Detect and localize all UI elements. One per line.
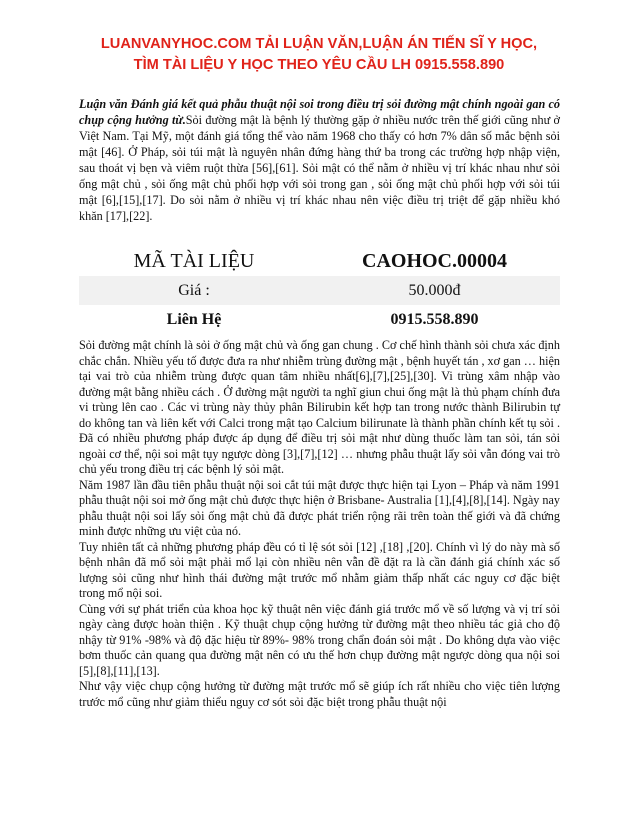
contact-row	[79, 305, 560, 334]
price-row	[79, 276, 560, 305]
paragraph-2: Năm 1987 lần đầu tiên phẫu thuật nội soi cắt túi mật được thực hiện tại Lyon – Pháp và năm 1991 phẫu thuật nội soi mở ống mật chủ được thực hiện ở Brisbane- Australia [1],[4],[8],[14]. Ngày nay phẫu thuật nội soi lấy sỏi ống mật chủ đã được phát triển rộng rãi trên toàn thế giới và đã chứng minh được những ưu việt của nó.	[79, 477, 560, 538]
header-line-2: TÌM TÀI LIỆU Y HỌC THEO YÊU CẦU LH 0915.558.890	[133, 57, 505, 73]
document-info-table	[79, 247, 560, 334]
contact-value: 0915.558.890	[390, 310, 479, 328]
intro-text: Sỏi đường mật là bệnh lý thường gặp ở nhiều nước trên thế giới cũng như ở Việt Nam. Tại Mỹ, một đánh giá tổng thể vào năm 1968 cho thấy có hơn 7% dân số mắc bệnh sỏi mật [46]. Ở Pháp, sỏi túi mật là nguyên nhân đứng hàng thứ ba trong các trường hợp nhập viện, sau thoát vị bẹn và viêm ruột thừa [56],[61]. Sỏi mật có thể nằm ở nhiều vị trí khác nhau như sỏi ống mật chủ , sỏi ống mật chủ phối hợp với sỏi trong gan , sỏi ống mật chủ phối hợp với sỏi túi mật [6],[15],[17]. Do sỏi nằm ở nhiều vị trí khác nhau nên việc điều trị triệt để gặp nhiều khó khăn [17],[22].	[79, 113, 560, 223]
price-value: 50.000đ	[309, 276, 560, 305]
page-header	[0, 34, 638, 76]
paragraph-4: Cùng với sự phát triển của khoa học kỹ thuật nên việc đánh giá trước mổ về số lượng và vị trí sỏi ngày càng được hoàn thiện . Kỹ thuật chụp cộng hưởng từ đường mật theo nhiều tác giả cho độ nhậy từ 91% -98% và độ đặc hiệu từ 89%- 98% trong chẩn đoán sỏi mật . Do không dựa vào việc bơm thuốc cản quang qua đường mật nên có ưu thế hơn chụp đường mật ngược dòng qua nội soi [5],[8],[11],[13].	[79, 601, 560, 678]
paragraph-5: Như vậy việc chụp cộng hưởng từ đường mật trước mổ sẽ giúp ích rất nhiều cho việc tiên lượng trước mổ cũng như giảm thiểu nguy cơ sót sỏi đặc biệt trong phẫu thuật nội	[79, 679, 560, 709]
price-label: Giá :	[79, 276, 309, 305]
contact-label: Liên Hệ	[166, 310, 222, 328]
paragraph-3: Tuy nhiên tất cả những phương pháp đều có tỉ lệ sót sỏi [12] ,[18] ,[20]. Chính vì lý do này mà số bệnh nhân đã mổ sỏi mật phải mổ lại còn nhiều nên vẫn đề đặt ra là cần đánh giá chính xác số lượng sỏi cũng như hình thái đường mật trước mổ nhằm giảm thấp nhất các nguy cơ đặc biệt trong mổ nội soi.	[79, 539, 560, 600]
document-title: Luận văn Đánh giá kết quả phẫu thuật nội soi trong điều trị sỏi đường mật chính ngoài gan có chụp cộng hưởng từ.	[79, 97, 560, 127]
paragraph-1: Sỏi đường mật chính là sỏi ở ống mật chủ và ống gan chung . Cơ chế hình thành sỏi chưa xác định chắc chắn. Nhiều yếu tố được đưa ra như nhiễm trùng đường mật , bệnh huyết tán , xơ gan … hiện tại vai trò của nhiễm trùng được quan tâm nhiều nhất[6],[7],[25],[30]. Vi trùng xâm nhập vào đường mật bằng nhiều cách . Ở đường mật người ta nghĩ giun chui ống mật là thủ phạm chính đưa vi trùng lên cao . Các vi trùng này thủy phân Bilirubin kết hợp tan trong nước thành Bilirubin tự do không tan và liên kết với Calci trong mật tạo Calcium bilirunate là thành phần chính kết tụ sỏi . Đã có nhiều phương pháp được áp dụng để điều trị sỏi mật như dùng thuốc làm tan sỏi, tán sỏi ngoài cơ thể, nội soi mật tụy ngược dòng [3],[7],[12] … nhưng phẫu thuật lấy sỏi vẫn đóng vai trò chủ yếu trong điều trị các bệnh lý sỏi mật.	[79, 338, 560, 476]
body-text	[79, 338, 560, 710]
code-row	[79, 247, 560, 276]
intro-paragraph	[79, 96, 560, 224]
code-label: MÃ TÀI LIỆU	[133, 250, 255, 272]
header-line-1: LUANVANYHOC.COM TẢI LUẬN VĂN,LUẬN ÁN TIẾN SĨ Y HỌC,	[100, 36, 538, 52]
code-value: CAOHOC.00004	[362, 250, 507, 272]
